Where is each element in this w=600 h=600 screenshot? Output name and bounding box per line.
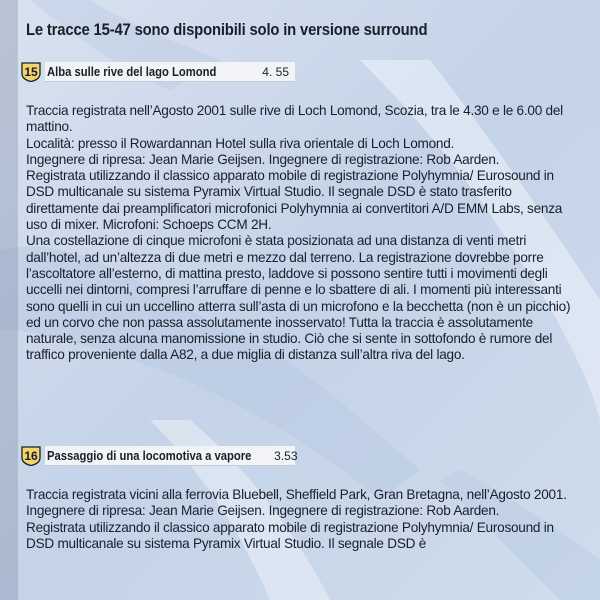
track-title-bar <box>45 446 298 466</box>
track-header-16 <box>20 446 298 466</box>
paragraph-equipment: Registrata utilizzando il classico apparato mobile di registrazione Polyhymnia/ Eurosound in DSD multicanale su sistema Pyramix Virtual Studio. Il segnale DSD è stato trasferito direttamente dai preamplificatori microfonici Polyhymnia ai convertitori A/D EMM Labs, senza uso di mixer. Microfoni: Schoeps CCM 2H. <box>26 168 563 233</box>
track-number: 15 <box>24 65 38 79</box>
track-duration: 3.53 <box>274 448 298 463</box>
track-description-16 <box>26 487 582 552</box>
paragraph-recording-info: Traccia registrata vicini alla ferrovia Bluebell, Sheffield Park, Gran Bretagna, nell’Agosto 2001. <box>26 487 567 502</box>
paragraph-engineers: Ingegnere di ripresa: Jean Marie Geijsen. Ingegnere di registrazione: Rob Aarden. <box>26 503 500 519</box>
track-number-badge <box>20 62 42 82</box>
track-title-bar <box>45 62 295 82</box>
paragraph-engineers: Ingegnere di ripresa: Jean Marie Geijsen. Ingegnere di registrazione: Rob Aarden. <box>26 151 500 167</box>
paragraph-description: Una costellazione di cinque microfoni è stata posizionata ad una distanza di venti metri dall’hotel, ad un’altezza di due metri e mezzo dal terreno. La registrazione dovrebbe porre l’ascoltatore all’esterno, di mattina presto, laddove si possono sentire tutti i movimenti degli uccelli nei dintorni, compresi l’arruffare di penne e lo sbattere di ali. I momenti più interessanti sono quelli in cui un uccellino atterra sull’asta di un microfono e la becchetta (non è un picchio) ed un corvo che non passa assolutamente inosservato! Tutta la traccia è assolutamente naturale, senza alcuna manomissione in studio. Ciò che si sente in sottofondo è rumore del traffico proveniente dalla A82, a due miglia di distanza sull’altra riva del lago. <box>26 233 571 363</box>
track-duration: 4. 55 <box>262 64 289 79</box>
paragraph-equipment: Registrata utilizzando il classico apparato mobile di registrazione Polyhymnia/ Eurosound in DSD multicanale su sistema Pyramix Virtual Studio. Il segnale DSD è <box>26 519 554 551</box>
track-header-15 <box>20 62 295 82</box>
paragraph-recording-info: Traccia registrata nell’Agosto 2001 sulle rive di Loch Lomond, Scozia, tra le 4.30 e le 6.00 del mattino. <box>26 103 563 135</box>
paragraph-location: Località: presso il Rowardannan Hotel sulla riva orientale di Loch Lomond. <box>26 135 455 151</box>
track-number: 16 <box>24 449 38 463</box>
page-title: Le tracce 15-47 sono disponibili solo in versione surround <box>26 21 428 39</box>
track-number-badge <box>20 446 42 466</box>
track-title: Alba sulle rive del lago Lomond <box>47 64 217 79</box>
track-title: Passaggio di una locomotiva a vapore <box>47 448 252 463</box>
track-description-15 <box>26 103 582 364</box>
